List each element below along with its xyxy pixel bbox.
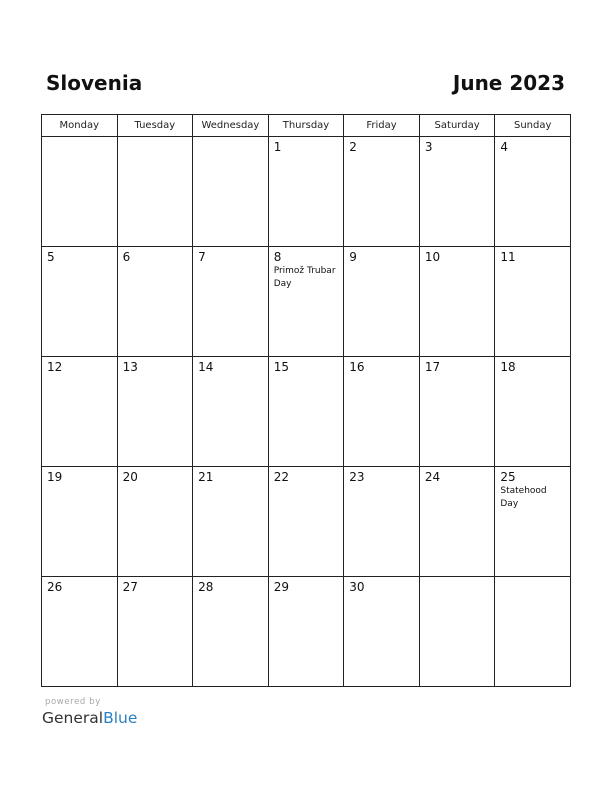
day-cell (268, 357, 344, 467)
day-cell (495, 247, 571, 357)
day-cell (344, 357, 420, 467)
holiday-label (193, 594, 268, 595)
holiday-label (193, 374, 268, 375)
weekday-header-row (42, 115, 571, 137)
day-cell (42, 357, 118, 467)
holiday-label (42, 264, 117, 265)
day-number: 24 (424, 470, 441, 484)
day-cell (344, 137, 420, 247)
day-cell (419, 467, 495, 577)
holiday-label (344, 594, 419, 595)
day-number: 3 (424, 140, 433, 154)
holiday-label (42, 140, 117, 141)
day-number: 7 (198, 250, 206, 264)
holiday-label (344, 484, 419, 485)
holiday-label (344, 374, 419, 375)
holiday-label (495, 264, 570, 265)
day-number: 1 (273, 140, 282, 154)
powered-by-text: powered by (45, 697, 101, 707)
day-cell (419, 357, 495, 467)
day-cell (42, 247, 118, 357)
day-number: 15 (273, 360, 289, 374)
week-row-1 (42, 137, 571, 247)
day-number: 13 (122, 360, 138, 374)
day-number: 16 (349, 360, 365, 374)
day-number: 28 (198, 580, 214, 594)
week-row-5 (42, 577, 571, 687)
holiday-label (193, 140, 268, 141)
weekday-header-sunday: Sunday (495, 115, 571, 137)
day-cell (495, 357, 571, 467)
holiday-label (42, 484, 117, 485)
holiday-label (344, 264, 419, 265)
day-cell (42, 467, 118, 577)
day-cell (495, 467, 571, 577)
day-number: 21 (198, 470, 214, 484)
logo-text-blue: Blue (103, 709, 138, 727)
day-number: 6 (122, 250, 131, 264)
day-number: 30 (349, 580, 365, 594)
day-number: 12 (47, 360, 63, 374)
holiday-label (269, 374, 344, 375)
day-cell (193, 137, 269, 247)
weekday-header-thursday: Thursday (268, 115, 344, 137)
day-cell (193, 247, 269, 357)
holiday-label (420, 484, 495, 485)
day-number: 19 (47, 470, 63, 484)
holiday-label (118, 140, 193, 141)
day-number: 9 (349, 250, 357, 264)
day-cell (344, 247, 420, 357)
holiday-label (118, 264, 193, 265)
holiday-label (420, 580, 495, 581)
holiday-label (495, 154, 570, 155)
day-cell (117, 247, 193, 357)
day-number: 8 (273, 250, 282, 264)
day-cell (117, 137, 193, 247)
day-number: 27 (122, 580, 138, 594)
holiday-label: Statehood Day (500, 486, 547, 509)
day-number: 11 (500, 250, 516, 264)
country-title: Slovenia (46, 71, 143, 95)
holiday-label (118, 484, 193, 485)
day-cell (117, 357, 193, 467)
holiday-label (42, 594, 117, 595)
day-cell (117, 467, 193, 577)
holiday-label (193, 484, 268, 485)
holiday-label (118, 594, 193, 595)
day-cell (419, 577, 495, 687)
day-cell (268, 577, 344, 687)
weekday-header-wednesday: Wednesday (193, 115, 269, 137)
holiday-label (420, 154, 495, 155)
day-cell (193, 467, 269, 577)
day-cell (117, 577, 193, 687)
week-row-3 (42, 357, 571, 467)
day-number: 18 (500, 360, 516, 374)
day-cell (268, 137, 344, 247)
day-cell (42, 577, 118, 687)
day-cell (344, 577, 420, 687)
holiday-label (118, 374, 193, 375)
week-row-2 (42, 247, 571, 357)
logo-text-general: General (42, 709, 104, 727)
holiday-label (42, 374, 117, 375)
month-year-title: June 2023 (452, 71, 565, 95)
weekday-header-tuesday: Tuesday (117, 115, 193, 137)
calendar-grid (41, 114, 571, 687)
day-number: 10 (424, 250, 441, 264)
day-cell (495, 577, 571, 687)
day-cell (268, 247, 344, 357)
day-number: 23 (349, 470, 365, 484)
day-cell (344, 467, 420, 577)
day-cell (419, 247, 495, 357)
day-cell (193, 577, 269, 687)
day-number: 4 (500, 140, 509, 154)
holiday-label (269, 484, 344, 485)
holiday-label (420, 374, 495, 375)
day-number: 25 (500, 470, 516, 484)
day-cell (193, 357, 269, 467)
day-number: 17 (424, 360, 441, 374)
holiday-label (269, 594, 344, 595)
holiday-label (420, 264, 495, 265)
day-number: 2 (349, 140, 357, 154)
day-number: 22 (273, 470, 289, 484)
day-cell (42, 137, 118, 247)
holiday-label (495, 580, 570, 581)
weekday-header-monday: Monday (42, 115, 118, 137)
weekday-header-saturday: Saturday (419, 115, 495, 137)
week-row-4 (42, 467, 571, 577)
day-number: 29 (273, 580, 289, 594)
holiday-label (344, 154, 419, 155)
holiday-label (495, 374, 570, 375)
day-number: 26 (47, 580, 63, 594)
day-number: 14 (198, 360, 214, 374)
day-cell (495, 137, 571, 247)
holiday-label: Primož Trubar Day (273, 266, 336, 289)
day-number: 5 (47, 250, 55, 264)
holiday-label (193, 264, 268, 265)
holiday-label (269, 154, 344, 155)
day-cell (268, 467, 344, 577)
generalblue-logo[interactable] (42, 708, 137, 728)
weekday-header-friday: Friday (344, 115, 420, 137)
day-number: 20 (122, 470, 138, 484)
day-cell (419, 137, 495, 247)
